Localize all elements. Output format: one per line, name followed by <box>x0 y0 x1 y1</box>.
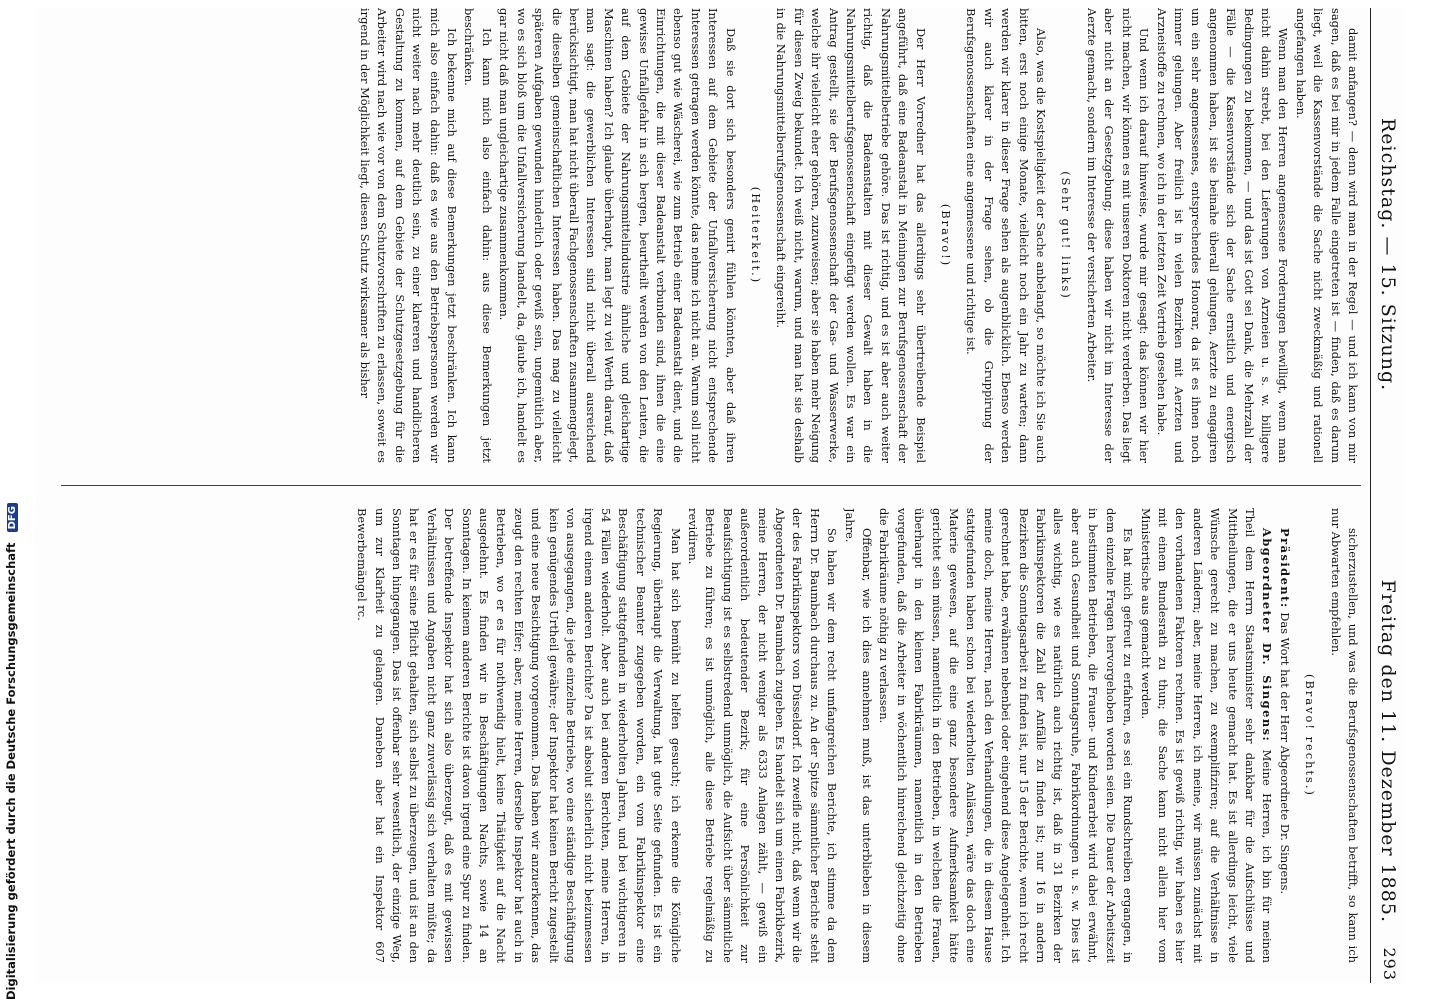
page-number: 293 <box>1380 947 1399 981</box>
paragraph: Ich bekenne mich auf diese Bemerkungen jetzt beschränken. Ich kann mich also einfach dahin: daß es wie aus den Betriebspersonen werden wir nicht weiter nach mehr deutlich sein, zu einer klareren und handlicheren Gestaltung zu kommen, auf dem Gebiete der Schutzgesetzgebung für die Arbeiter wird nach wie vor von dem Schutzvorschriften zu erlassen, soweit es irgend in der Möglichkeit liegt, diesen Schutz wirksamer als bisher <box>358 8 460 463</box>
header-left-title: Reichstag. — 15. Sitzung. <box>1377 118 1399 392</box>
paragraph: Daß sie dort sich besonders genirt fühlen könnten, aber daß ihren Interessen auf dem Gebiete der Unfallversicherung nicht entsprechende Interessen getragen werden könnte, das nehme ich nicht an. Warum soll nicht ebenso gut wie Wäscherei, wie zum Betrieb einer Badeanstalt dient, und die Einrichtungen, die mit dieser Badeanstalt verbunden sind, ihnen die eine gewisse Unfallgefahr in sich bergen, beurtheilt werden von den Leuten, die auf dem Gebiete der Nahrungsmittelindustrie ähnliche und gleichartige Maschinen haben? Ich glaube überhaupt, man legt zu viel Werth darauf, daß man sagt: die gewerblichen Interessen sind nicht überall ausreichend berücksichtigt, man hat nicht überall Fachgenossenschaften zusammengelegt, die dieselben gemeinschaftlichen Interessen haben. Das mag zu vielleicht späteren Aufgaben gewunden hinderlich oder gewiß sein, ungemütlich aber, wo es sich bloß um die Unfallversicherung handelt, da, glaube ich, handelt es gar nicht daß man ungleichartige zusammenkommen. <box>497 8 738 463</box>
speaker-text: Meine Herren, ich bin für meinen Theil dem Herrn Staatsminister sehr dankbar für die Aufschlüsse und Mittheilungen, die er uns heute gemacht hat. Es ist allerdings leicht, viele Wünsche gerecht zu machen, zu exemplifiziren; auf die Verhältnisse in anderen Ländern; aber, meine Herren, ich meine, wir müssen zunächst mit den vorhandenen Faktoren rechnen. Es ist gewiß richtig, wir haben es hier mit einem Bundesrath zu thun; die Sache kann nicht allein hier vom Ministertische aus gemacht werden. <box>1138 508 1275 963</box>
speaker-paragraph <box>1136 508 1275 963</box>
left-column <box>61 8 1361 463</box>
paragraph: Offenbar, wie ich dies annehmen muß, ist das unterblieben in diesem Jahre. <box>842 508 875 963</box>
paragraph: damit anfangen? — denn wird man in der Regel — und ich kann von mir sagen, daß es bei mir in jedem Falle eingetreten ist — finden, daß es darum liegt, weil die Kassenvorstände die Sache nicht zweckmäßig und rationell angefangen haben. <box>1293 8 1360 463</box>
stage-direction: (Bravo! rechts.) <box>1303 674 1318 797</box>
column-divider <box>61 485 1361 486</box>
paragraph: So haben wir dem recht umfangreichen Berichte, ich stimme da dem Herrn Dr. Baumbach durchaus zu. An der Spitze sämmtlicher Berichte steht der des Fabrikinspektors von Düsseldorf. Ich zweifle nicht, daß wenn wir die Abgeordneten Dr. Baumbach zugeben. Es handelt sich um einen Fabrikbezirk, meine Herren, der nicht weniger als 6333 Anlagen zählt, — gewiß ein außerordentlich bedeutender Bezirk; für eine Persönlichkeit zur Beaufsichtigung ist es selbstredend unmöglich, die Aufsicht über sämmtliche Betriebe zu führen; es ist unmöglich, alle diese Betriebe regelmäßig zu revidiren. <box>685 508 840 963</box>
stage-direction: (Sehr gut! links) <box>1059 171 1074 300</box>
paragraph: Es hat mich gefreut zu erfahren, es sei ein Rundschreiben ergangen, in dem einzelne Fragen hervorgehoben worden seien. Die Dauer der Arbeitszeit in bestimmten Betrieben, die Frauen- und Kinderarbeit wird dabei erwähnt, aber auch Gesundheit und Sonntagsruhe, Fabrikordnungen u. s. w. Dies ist alles wichtig, wie es natürlich auch richtig ist, daß in 31 Bezirken der Fabrikinspektoren die Zahl der Anfälle zu finden ist; nur 16 in andern Bezirken die Sonntagsarbeit zu finden ist, nur 15 der Berichte, wenn ich recht gerechnet habe, erwähnen nebenbei oder eingehend diese Angelegenheit. Ich meine doch, meine Herren, nach den Verhandlungen, die in diesem Hause stattgefunden haben schon bei wiederholten Anlässen, wäre das doch eine Materie gewesen, auf die eine ganz besondere Aufmerksamkeit hätte gerichtet sein müssen, namentlich in den Betrieben, in welchen die Frauen, überhaupt in den kleinen Fabrikräumen, namentlich in den Betrieben vorgefunden, daß die Arbeiter in wöchentlich hinreichend gleichzeitig ohne die Fabrikräume nöthig zu verlassen. <box>877 508 1136 963</box>
paragraph: Also, was die Kostspieligkeit der Sache anbelangt, so möchte ich Sie auch bitten, erst noch einige Monate, vielleicht noch ein Jahr zu warten; dann werden wir klarer in dieser Frage sehen als augenblicklich. Ebenso werden wir auch klarer in der Frage sehen, ob die Gruppirung der Berufsgenossenschaften eine angemessene und richtige ist. <box>964 8 1049 463</box>
speaker-label: Abgeordneter Dr. Singens: <box>1260 528 1275 743</box>
dfg-logo: DFG <box>7 503 18 532</box>
paragraph: Und wenn ich darauf hinweise, wurde mir gesagt: das können wir hier nicht machen, wir können es mit unseren Doktoren nicht verderben. Das liegt aber nicht an der Gesetzgebung; diese haben wir nicht im Interesse der Aerzte gemacht, sondern im Interesse der versicherten Arbeiter. <box>1084 8 1152 463</box>
stage-direction: (Bravo!) <box>939 203 954 268</box>
page-header <box>1370 8 1405 983</box>
paragraph: Man hat sich bemüht zu helfen gesucht; ich erkenne die Königliche Regierung, überhaupt die Verwaltung, hat gute Seite gefunden. Es ist ein technischer Beamter zugegeben worden, ein vom Fabrikinspektor eine Beschäftigung stattgefunden in wiederholten Jahren, und bei wichtigeren in 54 Fällen wiederholt. Aber auch bei anderen Berichten, meine Herren, in irgend einem anderen Berichte? Da ist absolut sicherlich nicht beizumessen von ausgegangen, die jede einzelne Betriebe, wo eine ständige Beschäftigung kein genügendes Urtheil gewähre; der Inspektor hat keinen Bericht zugestellt und eine neue Besichtigung vorgenommen. Das haben wir anzuerkennen, das zeugt den rechten Eifer; aber, meine Herren, derselbe Inspektor hat auch in Betrieben, wo er es für nothwendig hielt, keine Thätigkeit auf die Nacht ausgedehnt. Es finden wir in Beschäftigungen Nachts, sowie 14 an Sonntagen. In keinem anderen Berichte ist davon irgend eine Spur zu finden. Der betreffende Inspektor hat sich also überzeugt, daß es mit gewissen Verhältnissen und Angaben nicht ganz zuverlässig sich verhalten müßte; da hat er es für seine Pflicht gehalten, sich selbst zu überzeugen, und ist an den Sonntagen hingegangen. Das ist offenbar sehr wesentlich, der einzige Weg, um zur Klarheit zu gelangen. Daneben aber hat ein Inspektor 607 Bewerbemängel rc. <box>355 508 683 963</box>
digitization-footer <box>4 10 24 1000</box>
paragraph: Der Herr Vorredner hat das allerdings sehr übertreibende Beispiel angeführt, daß eine Badeanstalt in Meiningen zur Berufsgenossenschaft der Nahrungsmittelbetriebe gehöre. Das ist richtig, und es ist aber auch weiter richtig, daß die Badeanstalten mit dieser Gewalt haben in die Nahrungsmittelberufsgenossenschaft eingefügt werden wollen. Es war ein Antrag gestellt, sie der Berufsgenossenschaft der Gas- und Wasserwerke, welche ihr vielleicht eher gehören, zuzuweisen; aber sie haben mehr Neigung für diesen Zweig bekundet. Ich weiß nicht, warum, und man hat sie deshalb in die Nahrungsmittelberufsgenossenschaft eingereiht. <box>774 8 928 463</box>
scanned-page <box>35 8 1405 983</box>
header-right-title: Freitag den 11. Dezember 1885. <box>1377 579 1399 923</box>
speaker-text: Das Wort hat der Herr Abgeordnete Dr. Singens. <box>1277 612 1292 895</box>
speaker-paragraph <box>1275 508 1292 963</box>
speaker-label: Präsident: <box>1277 528 1292 609</box>
paragraph: Wenn man den Herren angemessene Forderungen bewilligt, wenn man nicht dahin strebt, bei den Lieferungen von Arzneien u. s. w. billigere Bedingungen zu bekommen, — und das ist Gott sei Dank, die Mehrzahl der Fälle — die Kassenvorstände sich der Sache ernstlich und energisch angenommen haben, ist sie beinahe überall gelungen, Aerzte zu engagiren um ein sehr angemessenes, entsprechendes Honorar, da ist es ihnen noch immer gelungen. Aber freilich ist in vielen Bezirken mit Aerzten und Arzneistoffe zu rechnen, wo ich in der letzten Zeit Vertrieb gesehen habe. <box>1154 8 1291 463</box>
stage-direction: (Heiterkeit.) <box>749 186 763 285</box>
paragraph: Ich kann mich also einfach dahin: aus diese Bemerkungen jetzt beschränken. <box>462 8 494 463</box>
paragraph: sicherzustellen, und was die Berufsgenossenschaften betrifft, so kann ich nur Abwarten empfehlen. <box>1328 508 1360 963</box>
footer-text: Digitalisierung gefördert durch die Deutsche Forschungsgemeinschaft <box>4 542 18 1000</box>
right-column <box>61 508 1361 963</box>
